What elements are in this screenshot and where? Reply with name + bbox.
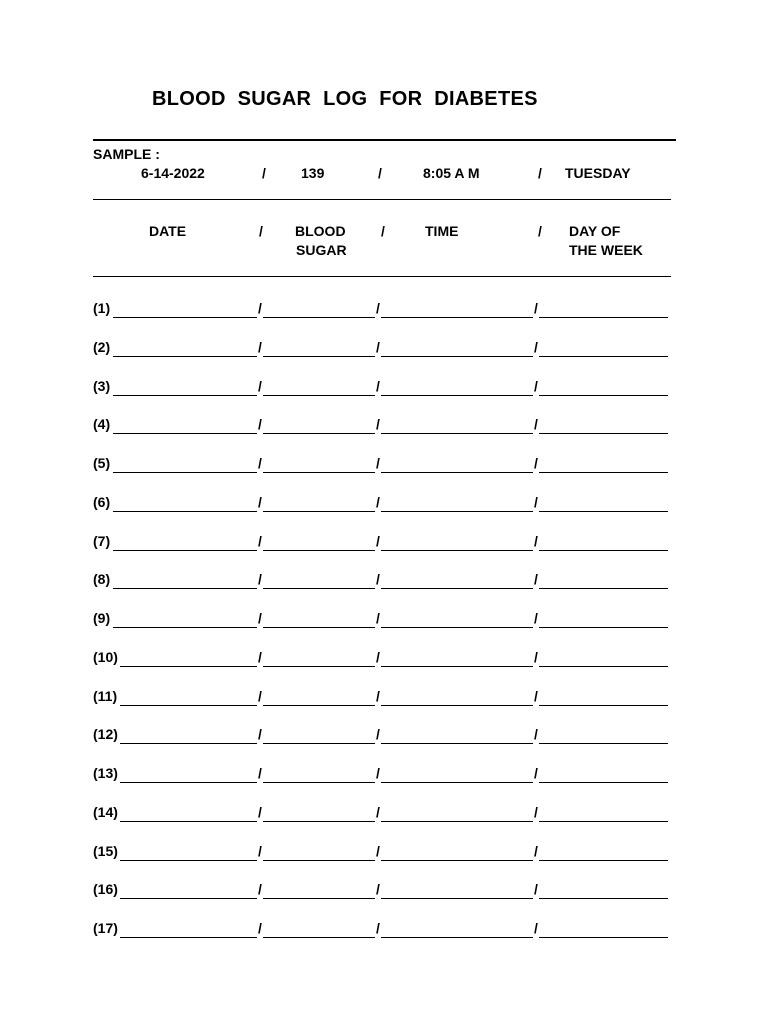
day-entry-line[interactable] — [539, 395, 668, 396]
day-entry-line[interactable] — [539, 743, 668, 744]
log-row — [93, 649, 683, 669]
row-separator: / — [376, 803, 380, 820]
log-row — [93, 804, 683, 824]
day-entry-line[interactable] — [539, 627, 668, 628]
date-entry-line[interactable] — [113, 356, 257, 357]
day-entry-line[interactable] — [539, 550, 668, 551]
row-separator: / — [258, 300, 262, 316]
day-entry-line[interactable] — [539, 666, 668, 667]
blood-sugar-entry-line[interactable] — [263, 937, 375, 938]
blood-sugar-entry-line[interactable] — [263, 705, 375, 706]
row-separator: / — [258, 803, 262, 820]
row-separator: / — [534, 493, 538, 510]
row-separator: / — [534, 610, 538, 626]
sample-time: 8:05 A M — [423, 165, 480, 181]
day-entry-line[interactable] — [539, 511, 668, 512]
row-separator: / — [258, 493, 262, 510]
row-separator: / — [376, 765, 380, 781]
date-entry-line[interactable] — [120, 860, 257, 861]
header-day-line1: DAY OF — [569, 223, 621, 239]
time-entry-line[interactable] — [381, 550, 533, 551]
date-entry-line[interactable] — [120, 937, 257, 938]
header-separator: / — [538, 223, 542, 239]
row-separator: / — [534, 416, 538, 433]
day-entry-line[interactable] — [539, 821, 668, 822]
row-separator: / — [534, 338, 538, 355]
time-entry-line[interactable] — [381, 821, 533, 822]
time-entry-line[interactable] — [381, 627, 533, 628]
date-entry-line[interactable] — [120, 821, 257, 822]
header-day-line2: THE WEEK — [569, 242, 643, 258]
row-separator: / — [258, 416, 262, 433]
blood-sugar-entry-line[interactable] — [263, 821, 375, 822]
row-separator: / — [258, 648, 262, 665]
log-row — [93, 300, 683, 320]
row-number: (9) — [93, 610, 111, 626]
row-separator: / — [376, 687, 380, 704]
day-entry-line[interactable] — [539, 356, 668, 357]
row-separator: / — [258, 726, 262, 743]
log-row — [93, 881, 683, 901]
log-row — [93, 339, 683, 359]
time-entry-line[interactable] — [381, 395, 533, 396]
log-row — [93, 378, 683, 398]
blood-sugar-entry-line[interactable] — [263, 782, 375, 783]
row-separator: / — [376, 416, 380, 433]
header-divider — [93, 276, 671, 277]
time-entry-line[interactable] — [381, 743, 533, 744]
date-entry-line[interactable] — [120, 705, 257, 706]
header-separator: / — [381, 223, 385, 239]
time-entry-line[interactable] — [381, 705, 533, 706]
row-separator: / — [376, 377, 380, 394]
row-separator: / — [376, 648, 380, 665]
log-row — [93, 571, 683, 591]
sample-label: SAMPLE : — [93, 146, 160, 162]
row-number: (8) — [93, 571, 111, 588]
blood-sugar-entry-line[interactable] — [263, 860, 375, 861]
row-separator: / — [376, 842, 380, 859]
row-number: (6) — [93, 493, 111, 510]
title-underline — [93, 139, 676, 141]
blood-sugar-entry-line[interactable] — [263, 898, 375, 899]
row-number: (11) — [93, 687, 118, 704]
row-number: (13) — [93, 765, 118, 781]
row-separator: / — [534, 455, 538, 471]
time-entry-line[interactable] — [381, 511, 533, 512]
time-entry-line[interactable] — [381, 356, 533, 357]
day-entry-line[interactable] — [539, 317, 668, 318]
blood-sugar-entry-line[interactable] — [263, 588, 375, 589]
blood-sugar-entry-line[interactable] — [263, 511, 375, 512]
row-separator: / — [534, 881, 538, 898]
log-row — [93, 533, 683, 553]
log-row — [93, 765, 683, 785]
log-row — [93, 416, 683, 436]
row-separator: / — [376, 338, 380, 355]
blood-sugar-entry-line[interactable] — [263, 627, 375, 628]
time-entry-line[interactable] — [381, 782, 533, 783]
date-entry-line[interactable] — [113, 395, 257, 396]
day-entry-line[interactable] — [539, 705, 668, 706]
row-separator: / — [534, 300, 538, 316]
row-separator: / — [376, 726, 380, 743]
row-separator: / — [534, 726, 538, 743]
header-time: TIME — [425, 223, 459, 239]
time-entry-line[interactable] — [381, 898, 533, 899]
log-row — [93, 726, 683, 746]
time-entry-line[interactable] — [381, 433, 533, 434]
form-title: BLOOD SUGAR LOG FOR DIABETES — [152, 88, 538, 110]
row-separator: / — [534, 687, 538, 704]
row-separator: / — [534, 842, 538, 859]
row-separator: / — [376, 455, 380, 471]
sample-date: 6-14-2022 — [141, 165, 205, 181]
blood-sugar-entry-line[interactable] — [263, 317, 375, 318]
row-number: (15) — [93, 842, 118, 859]
date-entry-line[interactable] — [113, 627, 257, 628]
date-entry-line[interactable] — [120, 898, 257, 899]
row-number: (10) — [93, 648, 118, 665]
blood-sugar-entry-line[interactable] — [263, 356, 375, 357]
blood-sugar-entry-line[interactable] — [263, 550, 375, 551]
log-row — [93, 843, 683, 863]
sample-separator: / — [378, 165, 382, 181]
row-separator: / — [376, 532, 380, 549]
row-separator: / — [258, 338, 262, 355]
row-separator: / — [258, 377, 262, 394]
row-number: (17) — [93, 920, 118, 936]
row-separator: / — [258, 610, 262, 626]
row-number: (5) — [93, 455, 111, 471]
row-number: (2) — [93, 338, 111, 355]
blood-sugar-entry-line[interactable] — [263, 666, 375, 667]
log-row — [93, 920, 683, 940]
header-date: DATE — [149, 223, 187, 239]
row-separator: / — [258, 842, 262, 859]
day-entry-line[interactable] — [539, 782, 668, 783]
time-entry-line[interactable] — [381, 472, 533, 473]
row-separator: / — [376, 300, 380, 316]
date-entry-line[interactable] — [113, 317, 257, 318]
sample-separator: / — [538, 165, 542, 181]
row-separator: / — [258, 687, 262, 704]
time-entry-line[interactable] — [381, 588, 533, 589]
blood-sugar-entry-line[interactable] — [263, 395, 375, 396]
day-entry-line[interactable] — [539, 588, 668, 589]
row-number: (3) — [93, 377, 111, 394]
day-entry-line[interactable] — [539, 937, 668, 938]
row-number: (7) — [93, 532, 111, 549]
row-separator: / — [376, 881, 380, 898]
row-separator: / — [534, 532, 538, 549]
row-separator: / — [258, 765, 262, 781]
date-entry-line[interactable] — [120, 782, 257, 783]
date-entry-line[interactable] — [113, 472, 257, 473]
log-row — [93, 494, 683, 514]
row-separator: / — [258, 532, 262, 549]
day-entry-line[interactable] — [539, 433, 668, 434]
row-separator: / — [534, 648, 538, 665]
day-entry-line[interactable] — [539, 860, 668, 861]
row-number: (12) — [93, 726, 118, 743]
row-separator: / — [258, 881, 262, 898]
sample-day: TUESDAY — [565, 165, 631, 181]
row-separator: / — [376, 493, 380, 510]
sample-blood-sugar: 139 — [301, 165, 325, 181]
row-separator: / — [534, 571, 538, 588]
row-separator: / — [376, 920, 380, 936]
row-separator: / — [376, 571, 380, 588]
header-blood-sugar-line2: SUGAR — [296, 242, 347, 258]
blood-sugar-entry-line[interactable] — [263, 433, 375, 434]
day-entry-line[interactable] — [539, 472, 668, 473]
blood-sugar-entry-line[interactable] — [263, 472, 375, 473]
date-entry-line[interactable] — [113, 433, 257, 434]
row-separator: / — [534, 765, 538, 781]
row-number: (16) — [93, 881, 118, 898]
row-separator: / — [258, 571, 262, 588]
day-entry-line[interactable] — [539, 898, 668, 899]
log-row — [93, 688, 683, 708]
row-separator: / — [534, 920, 538, 936]
date-entry-line[interactable] — [120, 666, 257, 667]
time-entry-line[interactable] — [381, 317, 533, 318]
date-entry-line[interactable] — [120, 743, 257, 744]
header-blood-sugar-line1: BLOOD — [295, 223, 346, 239]
row-number: (14) — [93, 803, 118, 820]
row-separator: / — [534, 377, 538, 394]
time-entry-line[interactable] — [381, 666, 533, 667]
row-separator: / — [258, 455, 262, 471]
time-entry-line[interactable] — [381, 860, 533, 861]
log-row — [93, 610, 683, 630]
row-separator: / — [258, 920, 262, 936]
sample-divider — [93, 199, 671, 200]
date-entry-line[interactable] — [113, 550, 257, 551]
row-number: (1) — [93, 300, 111, 316]
header-separator: / — [259, 223, 263, 239]
row-separator: / — [376, 610, 380, 626]
sample-separator: / — [262, 165, 266, 181]
log-row — [93, 455, 683, 475]
date-entry-line[interactable] — [113, 588, 257, 589]
blood-sugar-entry-line[interactable] — [263, 743, 375, 744]
row-separator: / — [534, 803, 538, 820]
row-number: (4) — [93, 416, 111, 433]
time-entry-line[interactable] — [381, 937, 533, 938]
date-entry-line[interactable] — [113, 511, 257, 512]
